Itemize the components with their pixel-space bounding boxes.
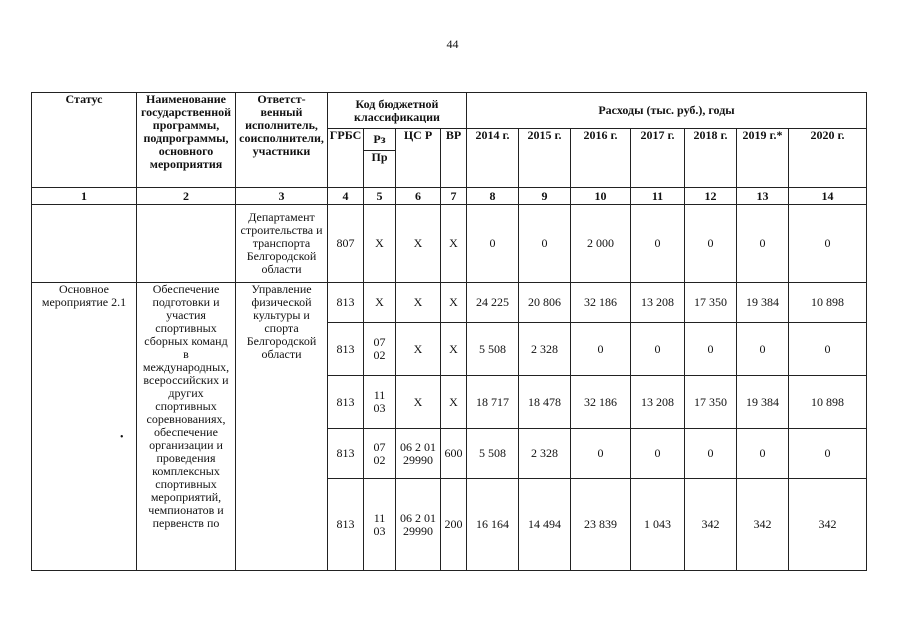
- rz-pr-cell: [364, 323, 396, 376]
- header-executor-line: участники: [252, 144, 311, 158]
- executor-cell-line: физической: [251, 295, 312, 309]
- column-number: 7: [441, 188, 467, 205]
- name-cell-line: спортивных: [155, 477, 217, 491]
- csr-cell-line: Х: [413, 295, 423, 309]
- header-name-line: Наименование: [146, 92, 226, 106]
- grbs-cell: 813: [328, 283, 364, 323]
- header-budget-code-line: Код бюджетной: [355, 96, 439, 111]
- csr-cell: [396, 429, 441, 479]
- name-cell-line: всероссийских и: [143, 373, 229, 387]
- executor-cell-line: области: [261, 347, 302, 361]
- expense-value-cell: 2 328: [519, 429, 571, 479]
- expense-value-cell: 2 000: [571, 205, 631, 283]
- expense-value-cell: 0: [737, 429, 789, 479]
- column-number: 11: [631, 188, 685, 205]
- header-name: [137, 93, 236, 188]
- column-number: 1: [32, 188, 137, 205]
- csr-cell-line: 29990: [403, 452, 433, 467]
- expense-value-cell: 0: [737, 323, 789, 376]
- header-executor-line: исполнитель,: [245, 118, 318, 132]
- expense-value-cell: 20 806: [519, 283, 571, 323]
- header-executor: [236, 93, 328, 188]
- header-rz: Рз: [364, 129, 396, 151]
- csr-cell: [396, 205, 441, 283]
- rz-pr-cell-line: 07: [373, 439, 386, 454]
- name-cell: [137, 283, 236, 571]
- expense-value-cell: 0: [789, 429, 867, 479]
- rz-pr-cell: [364, 376, 396, 429]
- header-vr: ВР: [441, 129, 467, 188]
- vr-cell: Х: [441, 283, 467, 323]
- expense-value-cell: 24 225: [467, 283, 519, 323]
- executor-cell-line: спорта: [264, 321, 299, 335]
- status-cell: [32, 205, 137, 283]
- name-cell-line: Обеспечение: [152, 282, 220, 296]
- name-cell-line: спортивных: [155, 321, 217, 335]
- name-cell: [137, 205, 236, 283]
- header-executor-line: Ответст-: [257, 92, 306, 106]
- expense-value-cell: 13 208: [631, 376, 685, 429]
- expense-value-cell: 0: [571, 429, 631, 479]
- name-cell-line: других: [168, 386, 204, 400]
- expense-value-cell: 0: [467, 205, 519, 283]
- rz-pr-cell-line: 03: [373, 401, 386, 415]
- expense-value-cell: 32 186: [571, 376, 631, 429]
- csr-cell-line: 06 2 01: [400, 510, 436, 525]
- vr-cell: 200: [441, 479, 467, 571]
- header-name-line: государственной: [140, 105, 232, 119]
- name-cell-line: сборных команд: [144, 334, 228, 348]
- grbs-cell: 813: [328, 376, 364, 429]
- name-cell-line: подготовки и: [152, 295, 220, 309]
- header-budget-code-line: классификации: [354, 109, 440, 124]
- rz-pr-cell-line: 02: [373, 452, 386, 467]
- expense-value-cell: 0: [571, 323, 631, 376]
- column-number: 12: [685, 188, 737, 205]
- status-cell-line: мероприятие 2.1: [41, 295, 127, 309]
- rz-pr-cell-line: 11: [373, 510, 386, 525]
- expense-value-cell: 0: [519, 205, 571, 283]
- column-number: 3: [236, 188, 328, 205]
- column-number: 4: [328, 188, 364, 205]
- rz-pr-cell-line: Х: [375, 236, 384, 250]
- expense-value-cell: 17 350: [685, 376, 737, 429]
- status-cell: [32, 283, 137, 571]
- grbs-cell: 813: [328, 323, 364, 376]
- expense-value-cell: 19 384: [737, 376, 789, 429]
- name-cell-line: спортивных: [155, 399, 217, 413]
- executor-cell-line: Управление: [251, 282, 312, 296]
- csr-cell-line: Х: [413, 341, 423, 356]
- executor-cell-line: Департамент: [248, 210, 315, 224]
- expense-value-cell: 0: [685, 323, 737, 376]
- status-cell-line: Основное: [59, 282, 109, 296]
- rz-pr-cell: [364, 479, 396, 571]
- column-number: 2: [137, 188, 236, 205]
- expense-value-cell: 1 043: [631, 479, 685, 571]
- name-cell-line: чемпионатов и: [148, 503, 224, 517]
- header-year-2018: 2018 г.: [685, 129, 737, 188]
- header-budget-code: [328, 93, 467, 129]
- csr-cell-line: 29990: [403, 523, 433, 538]
- expense-value-cell: 10 898: [789, 376, 867, 429]
- column-number: 14: [789, 188, 867, 205]
- column-number: 9: [519, 188, 571, 205]
- expense-value-cell: 16 164: [467, 479, 519, 571]
- executor-cell: [236, 283, 328, 571]
- expense-value-cell: 0: [685, 205, 737, 283]
- header-year-2015: 2015 г.: [519, 129, 571, 188]
- executor-cell-line: транспорта: [252, 236, 311, 250]
- rz-pr-cell: [364, 205, 396, 283]
- column-number: 8: [467, 188, 519, 205]
- name-cell-line: комплексных: [152, 464, 220, 478]
- name-cell-line: соревнованиях,: [146, 412, 226, 426]
- name-cell-line: проведения: [156, 451, 216, 465]
- header-year-2020: 2020 г.: [789, 129, 867, 188]
- rz-pr-cell-line: 07: [373, 335, 386, 349]
- expense-value-cell: 23 839: [571, 479, 631, 571]
- expense-value-cell: 13 208: [631, 283, 685, 323]
- header-year-2014: 2014 г.: [467, 129, 519, 188]
- expense-value-cell: 0: [737, 205, 789, 283]
- header-csr: ЦС Р: [396, 129, 441, 188]
- column-number: 10: [571, 188, 631, 205]
- expense-value-cell: 342: [789, 479, 867, 571]
- header-executor-line: венный: [260, 105, 303, 119]
- header-grbs: ГРБС: [328, 129, 364, 188]
- vr-cell: 600: [441, 429, 467, 479]
- grbs-cell: 813: [328, 479, 364, 571]
- expense-value-cell: 2 328: [519, 323, 571, 376]
- expense-value-cell: 0: [789, 205, 867, 283]
- csr-cell: [396, 323, 441, 376]
- vr-cell: Х: [441, 376, 467, 429]
- executor-cell-line: строительства и: [240, 223, 323, 237]
- header-year-2016: 2016 г.: [571, 129, 631, 188]
- expense-value-cell: 342: [737, 479, 789, 571]
- expense-value-cell: 10 898: [789, 283, 867, 323]
- name-cell-line: участия: [166, 308, 206, 322]
- executor-cell-line: области: [261, 262, 302, 276]
- column-number: 13: [737, 188, 789, 205]
- vr-cell: Х: [441, 323, 467, 376]
- header-executor-line: соисполнители,: [239, 131, 324, 145]
- executor-cell: [236, 205, 328, 283]
- expense-value-cell: 18 717: [467, 376, 519, 429]
- column-numbers-row: [32, 188, 867, 205]
- expense-value-cell: 5 508: [467, 429, 519, 479]
- column-number: 6: [396, 188, 441, 205]
- csr-cell: [396, 283, 441, 323]
- header-name-line: основного: [158, 144, 214, 158]
- header-pr: Пр: [364, 151, 396, 188]
- executor-cell-line: Белгородской: [246, 249, 317, 263]
- expense-value-cell: 0: [631, 429, 685, 479]
- name-cell-line: первенств по: [152, 516, 220, 530]
- expense-value-cell: 32 186: [571, 283, 631, 323]
- rz-pr-cell-line: 03: [373, 523, 386, 538]
- name-cell-line: обеспечение: [154, 425, 218, 439]
- rz-pr-cell-line: 11: [373, 388, 386, 402]
- table-row: [32, 283, 867, 323]
- rz-pr-cell: [364, 283, 396, 323]
- vr-cell: Х: [441, 205, 467, 283]
- name-cell-line: мероприятий,: [150, 490, 222, 504]
- expense-value-cell: 0: [631, 205, 685, 283]
- header-expenses: Расходы (тыс. руб.), годы: [467, 93, 867, 129]
- page-number: 44: [446, 37, 459, 51]
- expense-value-cell: 5 508: [467, 323, 519, 376]
- header-name-line: подпрограммы,: [143, 131, 229, 145]
- budget-table: [31, 92, 867, 571]
- executor-cell-line: Белгородской: [246, 334, 317, 348]
- column-number: 5: [364, 188, 396, 205]
- expense-value-cell: 14 494: [519, 479, 571, 571]
- grbs-cell: 807: [328, 205, 364, 283]
- csr-cell: [396, 376, 441, 429]
- csr-cell-line: Х: [413, 236, 423, 250]
- name-cell-line: организации и: [149, 438, 223, 452]
- csr-cell: [396, 479, 441, 571]
- stray-mark: •: [120, 432, 124, 443]
- expense-value-cell: 0: [789, 323, 867, 376]
- header-year-2017: 2017 г.: [631, 129, 685, 188]
- header-year-2019: 2019 г.*: [737, 129, 789, 188]
- grbs-cell: 813: [328, 429, 364, 479]
- executor-cell-line: культуры и: [253, 308, 310, 322]
- expense-value-cell: 18 478: [519, 376, 571, 429]
- header-status: Статус: [32, 93, 137, 188]
- csr-cell-line: 06 2 01: [400, 439, 436, 454]
- header-name-line: мероприятия: [149, 157, 223, 171]
- header-name-line: программы,: [152, 118, 220, 132]
- expense-value-cell: 19 384: [737, 283, 789, 323]
- csr-cell-line: Х: [413, 394, 423, 409]
- name-cell-line: в: [183, 347, 189, 361]
- name-cell-line: международных,: [142, 360, 230, 374]
- rz-pr-cell-line: 02: [373, 348, 386, 362]
- expense-value-cell: 0: [631, 323, 685, 376]
- expense-value-cell: 342: [685, 479, 737, 571]
- expense-value-cell: 0: [685, 429, 737, 479]
- rz-pr-cell: [364, 429, 396, 479]
- rz-pr-cell-line: Х: [375, 295, 384, 309]
- expense-value-cell: 17 350: [685, 283, 737, 323]
- table-row: [32, 205, 867, 283]
